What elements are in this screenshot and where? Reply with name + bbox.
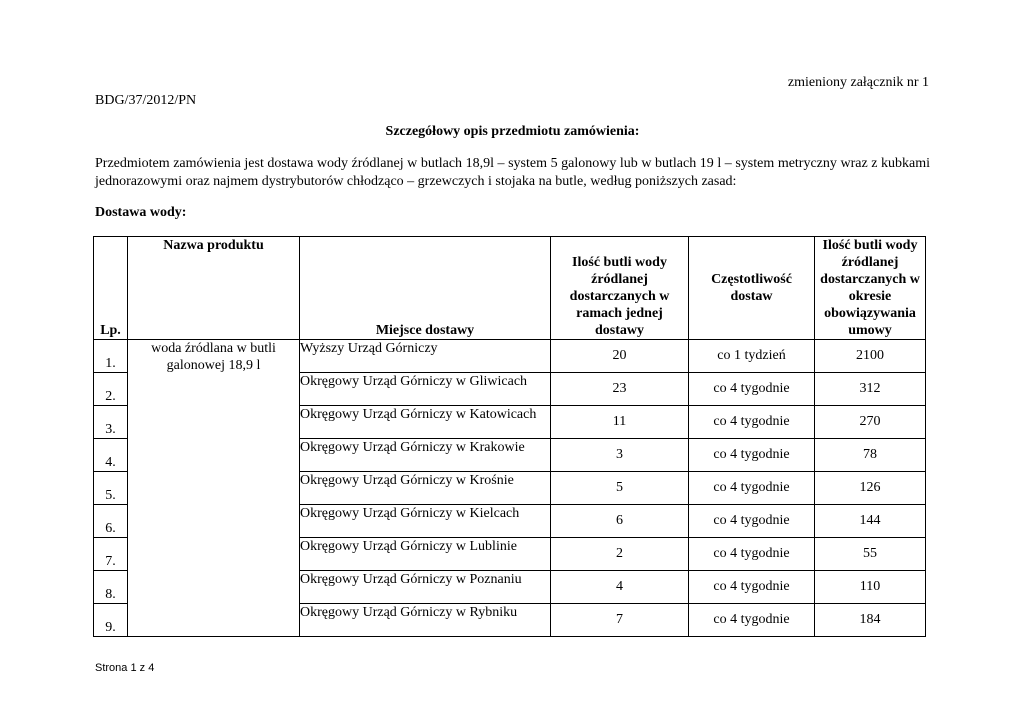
intro-paragraph: Przedmiotem zamówienia jest dostawa wody źródlanej w butlach 18,9l – system 5 galonowy lub w butlach 19 l – system metryczny wraz z kubkami jednorazowymi oraz najmem dystrybutorów chłodząco – grzewczych i stojaka na butle, według poniższych zasad: — [95, 156, 930, 189]
cell-place: Okręgowy Urząd Górniczy w Kielcach — [300, 505, 551, 538]
header-frequency: Częstotliwość dostaw — [689, 237, 815, 340]
cell-lp: 1. — [94, 340, 128, 373]
cell-total: 78 — [815, 439, 926, 472]
cell-place: Okręgowy Urząd Górniczy w Katowicach — [300, 406, 551, 439]
cell-lp: 4. — [94, 439, 128, 472]
cell-lp: 3. — [94, 406, 128, 439]
cell-lp: 8. — [94, 571, 128, 604]
cell-lp: 2. — [94, 373, 128, 406]
cell-place: Wyższy Urząd Górniczy — [300, 340, 551, 373]
header-lp: Lp. — [94, 237, 128, 340]
header-product: Nazwa produktu — [128, 237, 300, 340]
cell-total: 184 — [815, 604, 926, 637]
page-number: Strona 1 z 4 — [95, 662, 155, 674]
cell-lp: 7. — [94, 538, 128, 571]
cell-total: 312 — [815, 373, 926, 406]
cell-frequency: co 4 tygodnie — [689, 571, 815, 604]
table-row — [94, 340, 926, 373]
table-header-row — [94, 237, 926, 340]
cell-total: 2100 — [815, 340, 926, 373]
cell-frequency: co 4 tygodnie — [689, 406, 815, 439]
cell-frequency: co 4 tygodnie — [689, 505, 815, 538]
cell-qty: 11 — [551, 406, 689, 439]
cell-qty: 5 — [551, 472, 689, 505]
cell-place: Okręgowy Urząd Górniczy w Krośnie — [300, 472, 551, 505]
cell-qty: 23 — [551, 373, 689, 406]
cell-qty: 4 — [551, 571, 689, 604]
header-place: Miejsce dostawy — [300, 237, 551, 340]
annex-label: zmieniony załącznik nr 1 — [787, 75, 929, 90]
cell-total: 55 — [815, 538, 926, 571]
cell-total: 144 — [815, 505, 926, 538]
delivery-table — [93, 236, 926, 637]
cell-qty: 3 — [551, 439, 689, 472]
reference-number: BDG/37/2012/PN — [95, 93, 197, 108]
cell-lp: 6. — [94, 505, 128, 538]
document-title: Szczegółowy opis przedmiotu zamówienia: — [385, 124, 640, 139]
cell-qty: 6 — [551, 505, 689, 538]
cell-frequency: co 4 tygodnie — [689, 538, 815, 571]
cell-frequency: co 4 tygodnie — [689, 439, 815, 472]
cell-frequency: co 4 tygodnie — [689, 472, 815, 505]
cell-qty: 7 — [551, 604, 689, 637]
cell-product-name: woda źródlana w butli galonowej 18,9 l — [128, 340, 300, 637]
cell-place: Okręgowy Urząd Górniczy w Lublinie — [300, 538, 551, 571]
cell-qty: 2 — [551, 538, 689, 571]
header-qty-per-delivery: Ilość butli wody źródlanej dostarczanych w ramach jednej dostawy — [551, 237, 689, 340]
cell-place: Okręgowy Urząd Górniczy w Krakowie — [300, 439, 551, 472]
section-title: Dostawa wody: — [95, 205, 187, 220]
cell-total: 126 — [815, 472, 926, 505]
cell-total: 270 — [815, 406, 926, 439]
cell-lp: 9. — [94, 604, 128, 637]
cell-frequency: co 4 tygodnie — [689, 604, 815, 637]
cell-place: Okręgowy Urząd Górniczy w Rybniku — [300, 604, 551, 637]
cell-qty: 20 — [551, 340, 689, 373]
cell-place: Okręgowy Urząd Górniczy w Gliwicach — [300, 373, 551, 406]
header-qty-total: Ilość butli wody źródlanej dostarczanych w okresie obowiązywania umowy — [815, 237, 926, 340]
cell-frequency: co 1 tydzień — [689, 340, 815, 373]
cell-total: 110 — [815, 571, 926, 604]
cell-lp: 5. — [94, 472, 128, 505]
cell-frequency: co 4 tygodnie — [689, 373, 815, 406]
cell-place: Okręgowy Urząd Górniczy w Poznaniu — [300, 571, 551, 604]
